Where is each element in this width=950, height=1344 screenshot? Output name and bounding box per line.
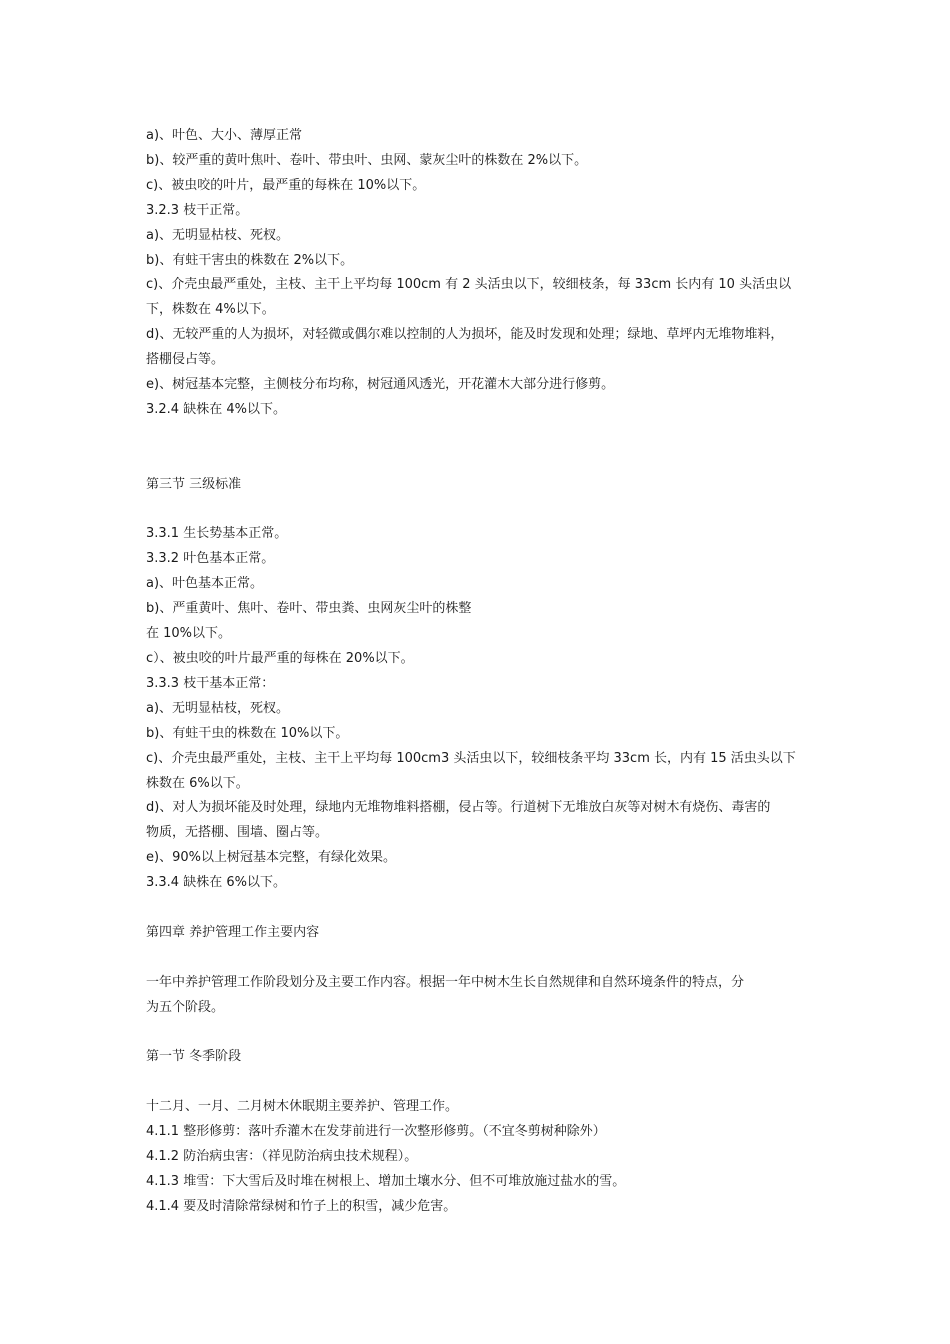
text-line: c)、介壳虫最严重处，主枝、主干上平均每 100cm3 头活虫以下，较细枝条平均 33cm 长，内有 15 活虫头以下 (146, 750, 796, 766)
text-line: 4.1.2 防治病虫害：（祥见防治病虫技术规程）。 (146, 1149, 418, 1165)
text-line: 3.3.4 缺株在 6%以下。 (146, 875, 286, 891)
text-line: b)、严重黄叶、焦叶、卷叶、带虫粪、虫网灰尘叶的株整 (146, 601, 472, 617)
text-line: 3.2.3 枝干正常。 (146, 202, 249, 218)
text-line: c)、介壳虫最严重处，主枝、主干上平均每 100cm 有 2 头活虫以下，较细枝条，每 33cm 长内有 10 头活虫以 (146, 277, 792, 293)
text-line: a)、叶色基本正常。 (146, 576, 264, 592)
text-line: b)、有蛀干害虫的株数在 2%以下。 (146, 252, 354, 268)
text-line: 3.3.2 叶色基本正常。 (146, 551, 275, 567)
text-line: 4.1.1 整形修剪：落叶乔灌木在发芽前进行一次整形修剪。（不宜冬剪树种除外） (146, 1124, 606, 1140)
section-heading: 第三节 三级标准 (146, 476, 242, 492)
text-line: 4.1.3 堆雪：下大雪后及时堆在树根上、增加土壤水分、但不可堆放施过盐水的雪。 (146, 1173, 626, 1189)
text-line: 株数在 6%以下。 (146, 775, 249, 791)
text-line: a)、无明显枯枝，死杈。 (146, 700, 290, 716)
text-line: b)、有蛀干虫的株数在 10%以下。 (146, 725, 349, 741)
text-line: 搭棚侵占等。 (146, 352, 225, 368)
text-line: 3.3.3 枝干基本正常： (146, 675, 275, 691)
text-line: 在 10%以下。 (146, 626, 232, 642)
text-line: a)、无明显枯枝、死杈。 (146, 227, 290, 243)
text-line: 3.2.4 缺株在 4%以下。 (146, 401, 286, 417)
text-line: 十二月、一月、二月树木休眠期主要养护、管理工作。 (146, 1099, 459, 1115)
text-line: c)、被虫咬的叶片，最严重的每株在 10%以下。 (146, 177, 426, 193)
text-line: 为五个阶段。 (146, 999, 225, 1015)
text-line: a)、叶色、大小、薄厚正常 (146, 128, 303, 143)
text-line: e)、90%以上树冠基本完整，有绿化效果。 (146, 850, 396, 866)
section-heading: 第一节 冬季阶段 (146, 1049, 242, 1065)
text-line: e)、树冠基本完整，主侧枝分布均称，树冠通风透光，开花灌木大部分进行修剪。 (146, 377, 615, 393)
text-line: d)、无较严重的人为损坏，对轻微或偶尔难以控制的人为损坏，能及时发现和处理；绿地、草坪内无堆物堆料， (146, 327, 784, 343)
spacer (146, 896, 818, 921)
text-line: b)、较严重的黄叶焦叶、卷叶、带虫叶、虫网、蒙灰尘叶的株数在 2%以下。 (146, 152, 588, 168)
text-line: c）、被虫咬的叶片最严重的每株在 20%以下。 (146, 651, 414, 666)
text-line: 下，株数在 4%以下。 (146, 302, 275, 318)
text-line: 物质，无搭棚、围墙、圈占等。 (146, 825, 329, 841)
chapter-heading: 第四章 养护管理工作主要内容 (146, 924, 320, 940)
document-page (146, 124, 818, 1220)
spacer (146, 1070, 818, 1095)
spacer (146, 423, 818, 473)
text-line: 一年中养护管理工作阶段划分及主要工作内容。根据一年中树木生长自然规律和自然环境条件的特点，分 (146, 974, 745, 990)
spacer (146, 946, 818, 971)
text-line: 3.3.1 生长势基本正常。 (146, 526, 288, 542)
spacer (146, 498, 818, 523)
text-line: d)、对人为损坏能及时处理，绿地内无堆物堆料搭棚，侵占等。行道树下无堆放白灰等对树木有烧伤、毒害的 (146, 800, 771, 816)
text-line: 4.1.4 要及时清除常绿树和竹子上的积雪，减少危害。 (146, 1198, 457, 1214)
spacer (146, 1021, 818, 1046)
